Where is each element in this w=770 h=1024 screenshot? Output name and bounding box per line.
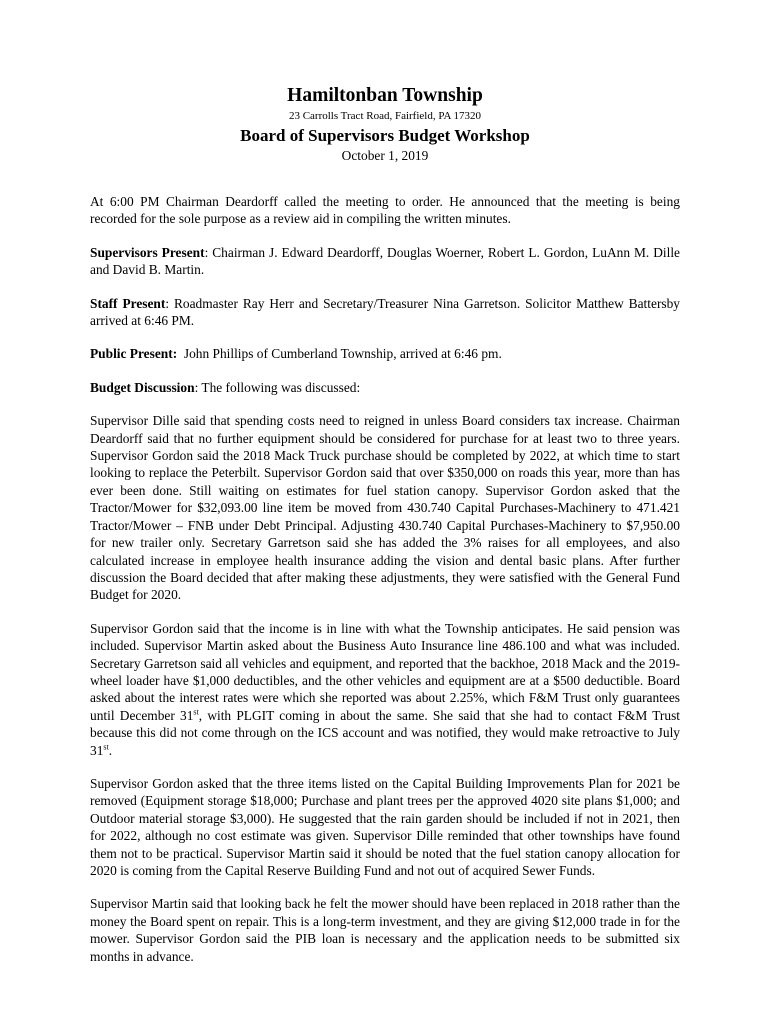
supervisors-present-text: : Chairman J. Edward Deardorff, Douglas Woerner, Robert L. Gordon, LuAnn M. Dille and David B. Martin. — [90, 244, 680, 278]
document-header — [90, 84, 680, 165]
budget-discussion-label: Budget Discussion — [90, 379, 195, 395]
township-title: Hamiltonban Township — [287, 85, 483, 106]
discussion-paragraph-1: Supervisor Dille said that spending costs need to reigned in unless Board considers tax increase. Chairman Deardorff said that no further equipment should be considered for purchase for at least two to three years. Supervisor Gordon said the 2018 Mack Truck purchase should be completed by 2022, at which time to start looking to replace the Peterbilt. Supervisor Gordon said that over $350,000 on roads this year, more than has ever been done. Still waiting on estimates for fuel station canopy. Supervisor Gordon asked that the Tractor/Mower for $32,093.00 line item be moved from 430.740 Capital Purchases-Machinery to 471.421 Tractor/Mower – FNB under Debt Principal. Adjusting 430.740 Capital Purchases-Machinery to $7,950.00 for new trailer only. Secretary Garretson said she has added the 3% raises for all employees, and also calculated increase in employee health insurance adding the vision and dental basic plans. After further discussion the Board decided that after making these adjustments, they were satisfied with the General Fund Budget for 2020. — [90, 413, 680, 603]
supervisors-present-label: Supervisors Present — [90, 244, 205, 260]
discussion-paragraph-2 — [90, 620, 680, 759]
public-present-label: Public Present: — [90, 346, 178, 362]
intro-paragraph: At 6:00 PM Chairman Deardorff called the meeting to order. He announced that the meeting is being recorded for the sole purpose as a review aid in compiling the written minutes. — [90, 194, 680, 227]
supervisors-present-paragraph — [90, 244, 680, 279]
staff-present-label: Staff Present — [90, 295, 166, 311]
township-address: 23 Carrolls Tract Road, Fairfield, PA 17320 — [288, 110, 482, 122]
staff-present-paragraph — [90, 295, 680, 330]
discussion-paragraph-3: Supervisor Gordon asked that the three items listed on the Capital Building Improvements Plan for 2021 be removed (Equipment storage $18,000; Purchase and plant trees per the approved 4020 site plans $1,000; and Outdoor material storage $3,000). He suggested that the rain garden should be included if not in 2021, then for 2022, although no cost estimate was given. Supervisor Dille reminded that other townships have found them not to be practical. Supervisor Martin said it should be noted that the fuel station canopy allocation for 2020 is coming from the Capital Reserve Building Fund and not out of acquired Sewer Funds. — [90, 775, 680, 878]
meeting-title: Board of Supervisors Budget Workshop — [240, 126, 530, 145]
minutes-body — [90, 193, 680, 965]
staff-present-text: : Roadmaster Ray Herr and Secretary/Treasurer Nina Garretson. Solicitor Matthew Battersby arrived at 6:46 PM. — [90, 295, 681, 329]
meeting-date: October 1, 2019 — [341, 148, 429, 163]
discussion-paragraph-2-part-b: , with PLGIT coming in about the same. She said that she had to contact F&M Trust because this did not come through on the ICS account and was notified, they would make retroactive to July 31 — [90, 707, 681, 758]
public-present-paragraph — [90, 345, 680, 362]
budget-discussion-paragraph — [90, 379, 680, 396]
ordinal-suffix: st — [193, 707, 199, 717]
ordinal-suffix: st — [103, 742, 109, 752]
discussion-paragraph-2-part-c: . — [108, 742, 113, 758]
discussion-paragraph-2-part-a: Supervisor Gordon said that the income is in line with what the Township anticipates. He said pension was included. Supervisor Martin asked about the Business Auto Insurance line 486.100 and what was included. Secretary Garretson said all vehicles and equipment, and reported that the backhoe, 2018 Mack and the 2019-wheel loader have $1,000 deductibles, and the other vehicles and equipment are at a $500 deductible. Board asked about the interest rates were which she reported was about 2.25%, which F&M Trust only guarantees until December 31 — [90, 620, 680, 723]
public-present-text: John Phillips of Cumberland Township, arrived at 6:46 pm. — [177, 346, 502, 362]
budget-discussion-text: : The following was discussed: — [194, 379, 361, 395]
discussion-paragraph-4: Supervisor Martin said that looking back he felt the mower should have been replaced in 2018 rather than the money the Board spent on repair. This is a long-term investment, and they are giving $12,000 trade in for the mower. Supervisor Gordon said the PIB loan is necessary and the application needs to be submitted six months in advance. — [90, 896, 680, 964]
